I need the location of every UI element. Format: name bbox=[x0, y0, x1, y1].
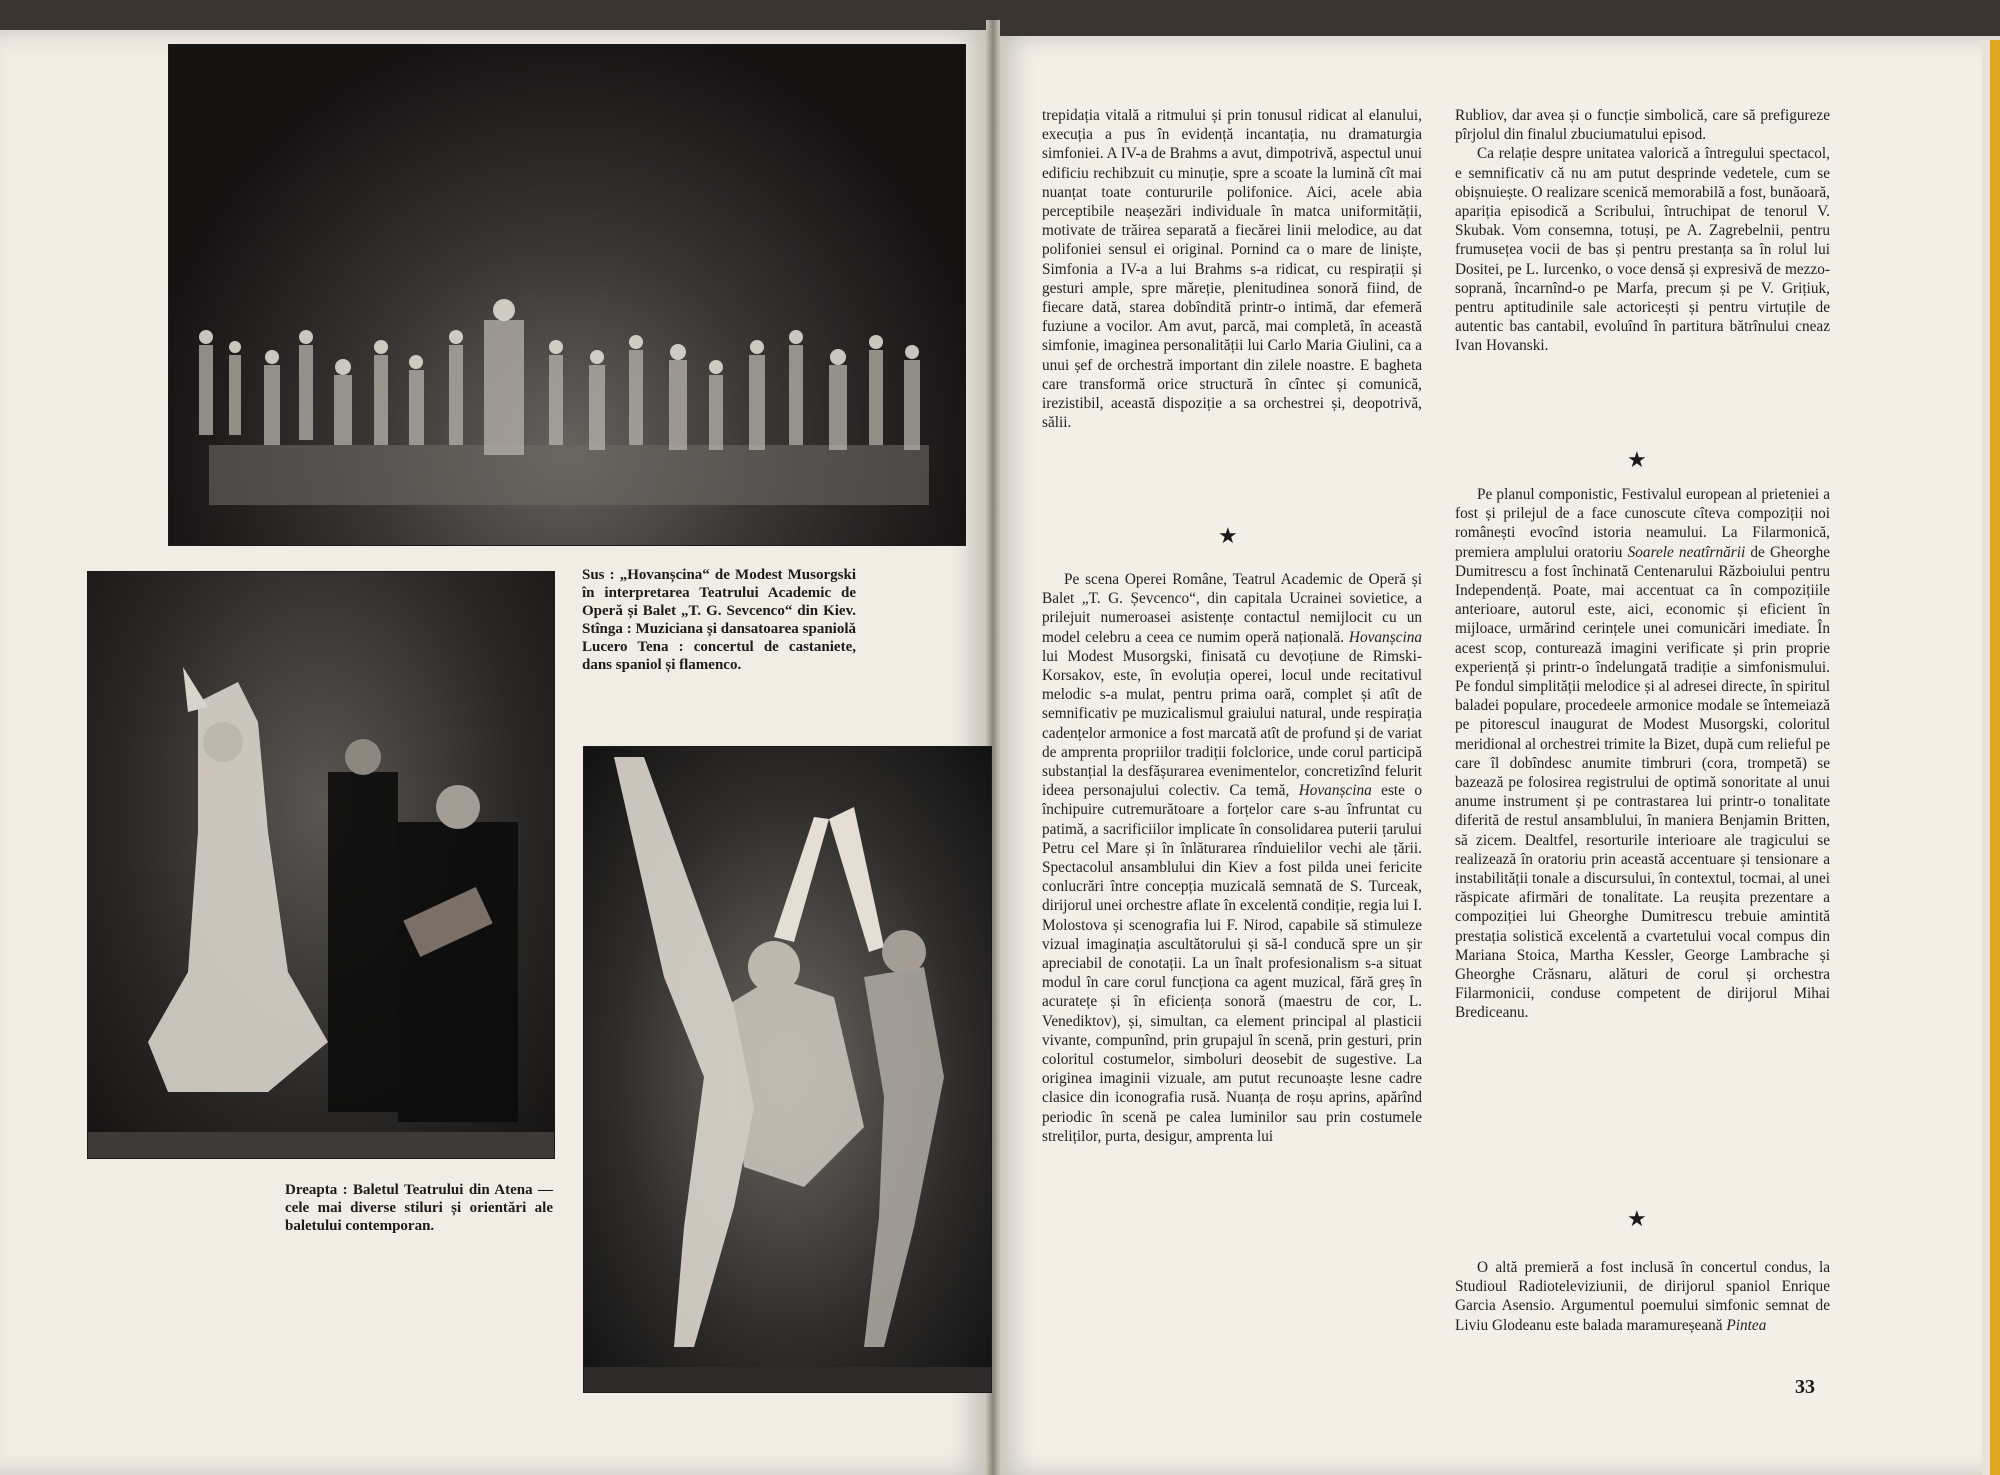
opera-title: Hovanșcina bbox=[1348, 628, 1422, 646]
opera-stage-photo bbox=[168, 44, 966, 546]
article-column-2-bottom bbox=[1455, 1258, 1830, 1335]
ballet-athens-photo bbox=[583, 746, 992, 1393]
photo-caption-bottom: Dreapta : Baletul Teatrului din Atena — cele mai diverse stiluri și orientări ale baletului contemporan. bbox=[285, 1182, 553, 1234]
article-paragraph: O altă premieră a fost inclusă în concertul condus, la Studioul Radioteleviziunii, de dirijorul spaniol Enrique Garcia Asensio. Argumentul poemului simfonic semnat de Liviu Glodeanu este balada maramureșeană Pintea bbox=[1455, 1259, 1830, 1334]
opera-title: Hovanșcina bbox=[1298, 782, 1372, 800]
flamenco-dancer-photo bbox=[87, 571, 555, 1159]
article-column-2-middle bbox=[1455, 485, 1830, 1023]
article-paragraph: Pe planul componistic, Festivalul european al prieteniei a fost și prilejul de a face cunoscute cîteva compoziții noi românești evocînd istoria neamului. La Filarmonică, premiera amplului oratoriu Soarele neatîrnării de Gheorghe Dumitrescu a fost închinată Centenarului Războiului pentru Independență. Poate, mai accentuat ca în compozițiile anterioare, autorul este, aici, economic și eficient în mijloace, urmărind cerințele unei comunicări imediate. În acest scop, conturează imagini verificate și prin proprie experiență și printr-o îndelungată tradiție a simfonismului. Pe fondul simplității melodice și al adresei directe, în spiritul baladei populare, procedeele armonice modale se întemeiază pe pitorescul inaugurat de Modest Musorgski, coloritul meridional al orchestrei trimite la Bizet, după cum relieful pe care îl dobîndesc anumite timbruri (cora, trompetă) se bazează pe folosirea registrului de optimă sonoritate al unui anume instrument și pe contrastarea lui printr-o tonalitate diferită de restul ansamblului, în maniera Benjamin Britten, să zicem. Dealtfel, resorturile interioare ale tragicului se realizează în oratoriu prin această accentuare și tensionare a instabilității tonale a discursului, în contextul, tocmai, al unei răspicate afirmări de tonalitate. La reușita prezentare a compoziției lui Gheorghe Dumitrescu trebuie amintită prestația solistică excelentă a cvartetului vocal compus din Mariana Stoica, Martha Kessler, George Lambrache și Gheorghe Crăsnaru, alături de corul și orchestra Filarmonicii, conduse competent de dirijorul Mihai Brediceanu. bbox=[1455, 486, 1831, 1022]
article-column-1-top bbox=[1042, 106, 1422, 432]
section-star-3: ★ bbox=[1627, 1207, 1647, 1232]
photo-caption-top: Sus : „Hovanșcina“ de Modest Musorgski în interpretarea Teatrului Academic de Operă și Balet „T. G. Sevcenco“ din Kiev. Stînga : Muziciana și dansatoarea spaniolă Lucero Tena : concertul de castaniete, dans spaniol și flamenco. bbox=[582, 567, 856, 673]
article-paragraph: Ca relație despre unitatea valorică a întregului spectacol, e semnificativ că nu am putut desprinde vedetele, cum se obișnuiește. O realizare scenică memorabilă a fost, bunăoară, apariția episodică a Scribului, întruchipat de tenorul V. Skubak. Vom consemna, totuși, pe A. Zagrebelnii, pentru frumusețea vocii de bas și pentru prestanța sa în rolul lui Dositei, pe L. Iurcenko, o voce densă și expresivă de mezzo-soprană, încarnînd-o pe Marfa, precum și pe V. Grițiuk, pentru aptitudinile sale actoricești și pentru virtuțile de autentic bas cantabil, evoluînd în partitura bătrînului cneaz Ivan Hovanski. bbox=[1455, 145, 1830, 355]
article-column-2-top bbox=[1455, 106, 1830, 356]
section-star-1: ★ bbox=[1218, 524, 1238, 549]
article-paragraph: Rubliov, dar avea și o funcție simbolică, care să prefigureze pîrjolul din finalul zbuciumatului episod. bbox=[1455, 107, 1830, 144]
section-star-2: ★ bbox=[1627, 448, 1647, 473]
article-paragraph: trepidația vitală a ritmului și prin tonusul ridicat al elanului, execuția a pus în evidență incantația, nu dramaturgia simfoniei. A IV-a de Brahms a avut, dimpotrivă, aspectul unui edificiu rechibzuit cu minuție, spre a scoate la lumină cît mai nuanțat toate contururile polifonice. Aici, acele abia perceptibile neașezări individuale în matca uniformității, motivate de trăirea separată a fiecărei linii melodice, au dat polifoniei sensul ei original. Pornind ca o mare de liniște, Simfonia a IV-a a lui Brahms s-a ridicat, cu respirații și gesturi ample, spre măreție, plenitudinea sonoră fiind, de fiecare dată, starea dobîndită printr-o intimă, dar efemeră fuziune a vocilor. Am avut, parcă, mai completă, în această simfonie, imaginea personalității lui Carlo Maria Giulini, ca a unui șef de orchestră important din zilele noastre. E bagheta care transformă orice structură în cîntec și comunică, irezistibil, această dispoziție a sa orchestrei și, deopotrivă, sălii. bbox=[1042, 107, 1422, 432]
page-edge bbox=[1982, 40, 2000, 1475]
article-column-1-bottom bbox=[1042, 570, 1422, 1146]
ballad-title: Pintea bbox=[1726, 1316, 1767, 1334]
oratorio-title: Soarele neatîrnării bbox=[1627, 543, 1746, 561]
page-number: 33 bbox=[1795, 1376, 1815, 1398]
article-paragraph: Pe scena Operei Române, Teatrul Academic de Operă și Balet „T. G. Șevcenco“, din capitala Ucrainei sovietice, a prilejuit numeroasei asistențe contactul nemijlocit cu un model celebru a ceea ce numim operă națională. Hovanșcina lui Modest Musorgski, finisată cu devoțiune de Rimski-Korsakov, este, în evoluția operei, locul unde recitativul melodic s-a mulat, pentru prima oară, complet și atît de semnificativ pe muzicalismul graiului natural, unde respirația cadențelor armonice a fost marcată atît de profund și de variat de amprenta propriilor tradiții folclorice, unde corul participă substanțial la desfășurarea evenimentelor, concretizînd felurit ideea personajului colectiv. Ca temă, Hovanșcina este o închipuire cutremurătoare a forțelor care s-au înfruntat cu patimă, a sacrificiilor implicate în consolidarea puterii țarului Petru cel Mare și în înlăturarea rînduielilor vechi ale țării. Spectacolul ansamblului din Kiev a fost pilda unei fericite conlucrări între concepția muzicală semnată de S. Turceak, dirijorul unei orchestre aflate în excelentă condiție, regia lui I. Molostova și scenografia lui F. Nirod, capabile să stimuleze vizual imaginația ascultătorului și să-l conducă spre un șir apreciabil de conotații. La un înalt profesionalism s-a situat modul în care corul funcționa ca agent muzical, fără greș în acuratețe și în eficiența sonoră (maestru de cor, L. Venediktov), și, simultan, ca element principal al plasticii vivante, compunînd, prin grupajul în scenă, prin gesturi, prin coloritul costumelor, simboluri deosebit de sugestive. La originea imaginii vizuale, am putut recunoaște lesne cadre clasice din iconografia rusă. Nuanța de roșu aprins, apărînd periodic în scenă pe calea luminilor sau prin costumele streliților, purta, desigur, amprenta lui bbox=[1042, 571, 1423, 1145]
